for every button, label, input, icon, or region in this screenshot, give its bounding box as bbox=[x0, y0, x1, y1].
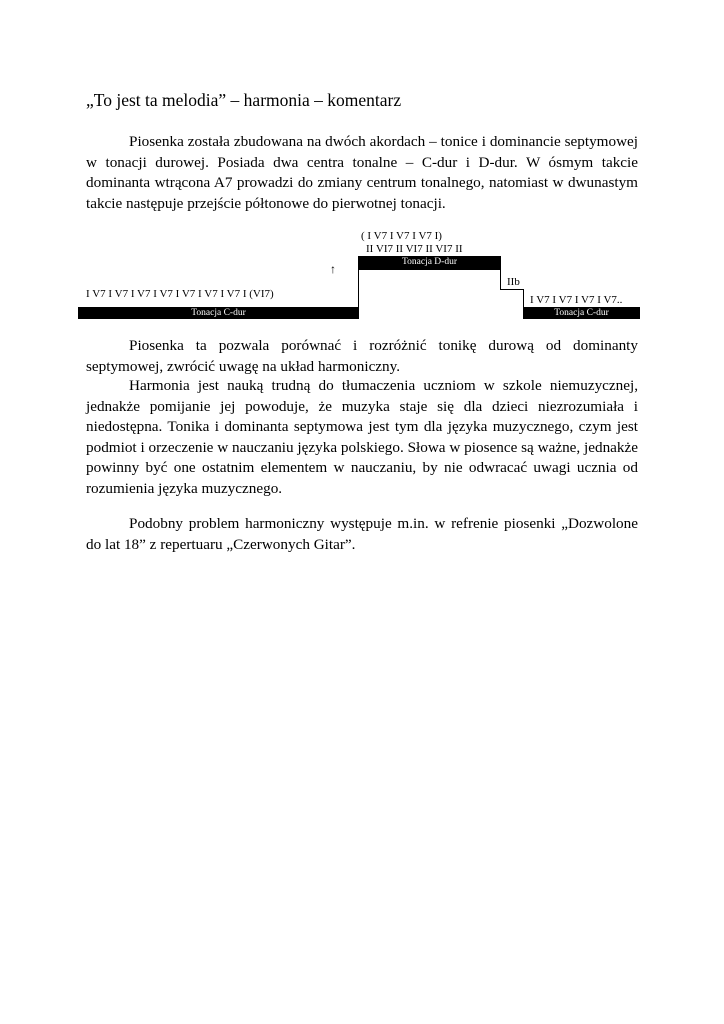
paragraph-similar-problem: Podobny problem harmoniczny występuje m.in. w refrenie piosenki „Dozwolone do lat 18” z repertuaru „Czerwonych Gitar”. bbox=[86, 515, 638, 553]
bar-d-major-label: Tonacja D-dur bbox=[402, 257, 457, 267]
bar-c-major-left bbox=[78, 307, 359, 319]
diagram-d-major-chords: ( I V7 I V7 I V7 I) bbox=[361, 230, 442, 242]
diagram-right-chords: I V7 I V7 I V7 I V7.. bbox=[530, 294, 623, 306]
modulation-label: IIb bbox=[507, 276, 520, 288]
diagram-c-major-degrees: II VI7 II VI7 II VI7 II bbox=[366, 243, 463, 255]
paragraph-harmony: Harmonia jest nauką trudną do tłumaczenia uczniom w szkole niemuzycznej, jednakże pomijanie jej powoduje, że muzyka staje się dla dzieci niezrozumiała i niedostępna. Tonika i dominanta septymowa jest tym dla języka muzycznego, czym jest podmiot i orzeczenie w nauczaniu języka polskiego. Słowa w piosence są ważne, jednakże powinny być one ostatnim elementem w nauczaniu, by nie odwracać uwagi ucznia od rozumienia języka muzycznego. bbox=[86, 377, 638, 497]
paragraph-intro: Piosenka została zbudowana na dwóch akordach – tonice i dominancie septymowej w tonacji durowej. Posiada dwa centra tonalne – C-dur i D-dur. W ósmym takcie dominanta wtrącona A7 prowadzi do zmiany centrum tonalnego, natomiast w dwunastym takcie następuje przejście półtonowe do pierwotnej tonacji. bbox=[86, 133, 638, 212]
diagram-vertical-right bbox=[523, 289, 524, 307]
bar-d-major bbox=[358, 256, 501, 270]
diagram-vertical-left bbox=[358, 270, 359, 307]
bar-c-major-right bbox=[523, 307, 640, 319]
diagram-vertical-mid bbox=[500, 270, 501, 289]
bar-c-major-left-label: Tonacja C-dur bbox=[191, 308, 246, 318]
bar-c-major-right-label: Tonacja C-dur bbox=[554, 308, 609, 318]
diagram-left-chords: I V7 I V7 I V7 I V7 I V7 I V7 I V7 I (VI7) bbox=[86, 288, 274, 300]
paragraph-comparison: Piosenka ta pozwala porównać i rozróżnić tonikę durową od dominanty septymowej, zwrócić uwagę na układ harmoniczny. bbox=[86, 337, 638, 375]
harmony-diagram bbox=[0, 0, 724, 330]
document-title: „To jest ta melodia” – harmonia – komentarz bbox=[86, 90, 402, 110]
diagram-step-horizontal bbox=[500, 289, 524, 290]
arrow-up-icon: ↑ bbox=[330, 262, 336, 276]
